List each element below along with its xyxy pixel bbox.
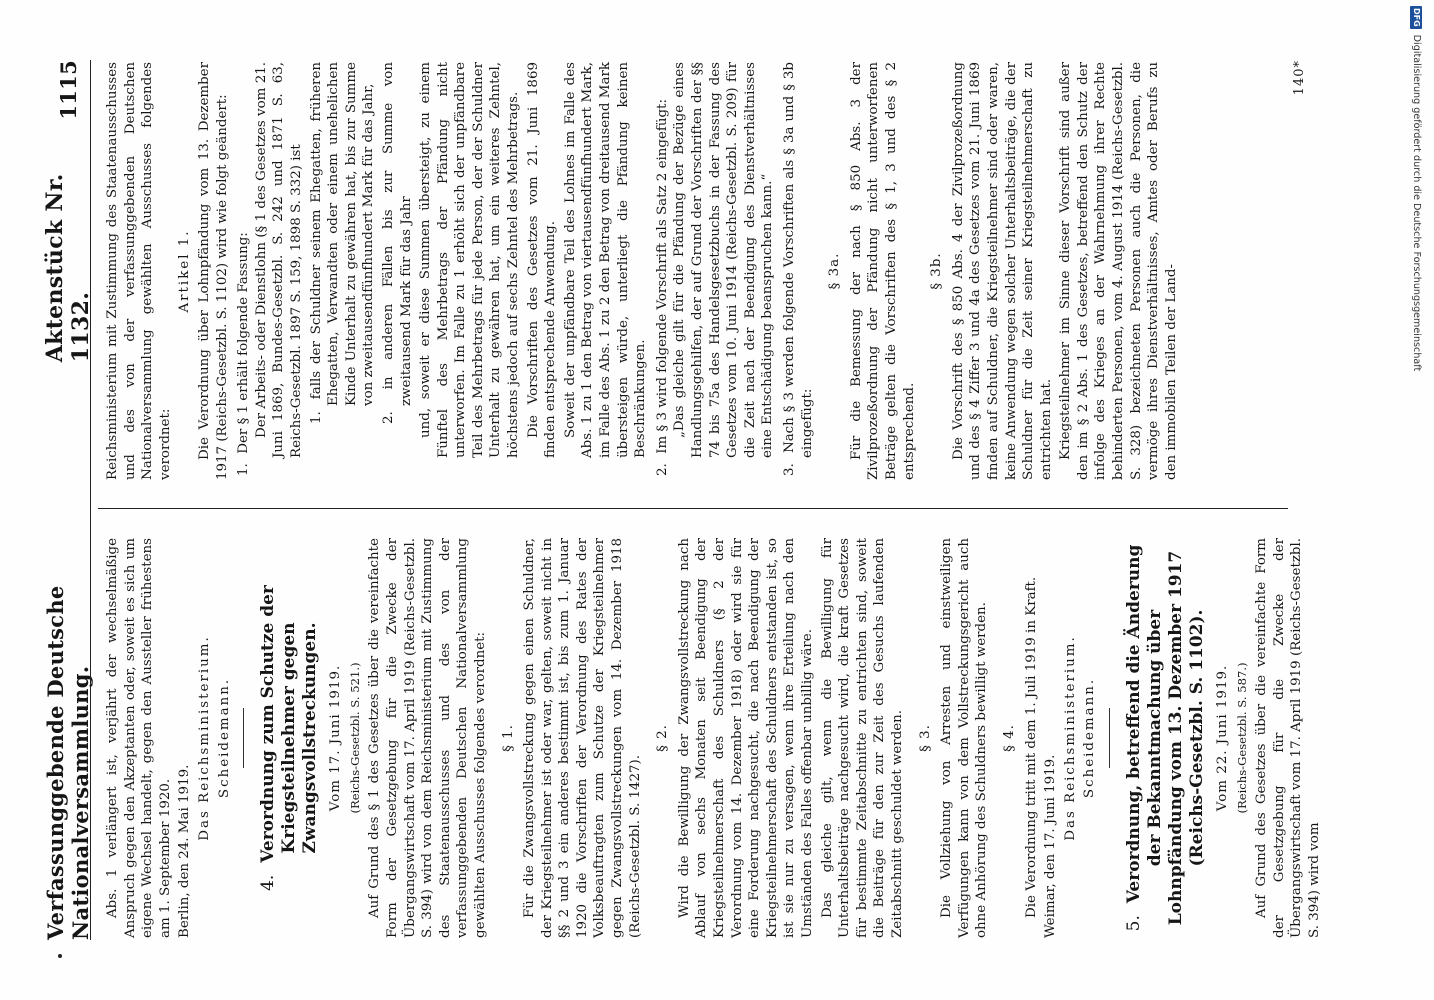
intro-paragraph: Abs. 1 verlängert ist, verjährt der wechselmäßige Anspruch gegen den Akzeptanten oder, soweit es sich um eigene Wechsel handelt, gegen den Aussteller frühestens am 1. September 1920. (105, 538, 173, 938)
paragraph-text: Die Vorschrift des § 850 Abs. 4 der Zivilprozeßordnung und des § 4 Ziffer 3 und 4a des Gesetzes vom 21. Juni 1869 finden auf Schuldner, die Kriegsteilnehmer sind oder waren, keine Anwendung wegen solcher Unterhaltsbeiträge, die der Schuldner für die Zeit seiner Kriegsteilnehmerschaft zu entrichten hat. (950, 62, 1054, 480)
paragraph-label: § 2. (655, 724, 671, 752)
dfg-logo: DFG (1412, 8, 1421, 27)
section-date: Vom 22. Juni 1919. (1214, 664, 1230, 812)
place-date: Berlin, den 24. Mai 1919. (177, 764, 193, 938)
item-number: 2. (380, 411, 396, 424)
sub-list-item (380, 62, 415, 428)
paragraph-text: Die Verordnung tritt mit dem 1. Juli 1919 in Kraft. (1023, 576, 1039, 918)
item-text: falls der Schuldner seinem Ehegatten, früheren Ehegatten, Verwandten oder einem unehelichen Kinde Unterhalt zu gewähren hat, bis zur Summe von zweitausendfünfhundert Mark für das Jahr, (308, 62, 377, 406)
signature: Scheidemann. (1082, 677, 1098, 799)
quoted-text: „Das gleiche gilt für die Pfändung der Bezüge eines Handlungsgehilfen, der auf Grund der Vorschriften der §§ 74 bis 75a des Handelsgesetzbuchs in der Fassung des Gesetzes vom 10. Juni 1914 (Reichs-Gesetzbl. S. 209) für die Zeit nach der Beendigung des Dienstverhältnisses eine Entschädigung beanspruchen kann.“ (672, 62, 776, 458)
watermark-text: Digitalisierung gefördert durch die Deutsche Forschungsgemeinschaft (1411, 34, 1422, 372)
list-item (781, 62, 816, 480)
paragraph-label: § 3b. (929, 252, 945, 290)
header-rule (90, 60, 91, 940)
preamble: Auf Grund des Gesetzes über die vereinfachte Form der Gesetzgebung für die Zwecke der Übergangswirtschaft vom 17. April 1919 (Reichs-Gesetzbl. S. 394) wird vom (1254, 538, 1322, 938)
amendment-list (235, 62, 816, 480)
place-date: Weimar, den 17. Juni 1919. (1043, 754, 1059, 938)
paragraph-text: Die Vollziehung von Arresten und einstweiligen Verfügungen kann von dem Vollstreckungsgericht auch ohne Anhörung des Schuldners bewilligt werden. (939, 538, 990, 938)
scan-speck (58, 954, 62, 958)
signature: Scheidemann. (216, 677, 232, 799)
list-item (654, 62, 777, 480)
paragraph-text: Soweit der unpfändbare Teil des Lohnes im Falle des Abs. 1 zu 1 den Betrag von viertausendfünfhundert Mark, im Falle des Abs. 1 zu 2 den Betrag von dreitausend Mark übersteigen würde, unterliegt die Pfändung keinen Beschränkungen. (562, 62, 649, 458)
paragraph-text: Kriegsteilnehmer im Sinne dieser Vorschrift sind außer den im § 2 Abs. 1 des Gesetzes, betreffend den Schutz der infolge des Krieges an der Wahrnehmung ihrer Rechte behinderten Personen, vom 4. August 1914 (Reichs-Gesetzbl. S. 328) bezeichneten Personen auch die Personen, die vermöge ihres Dienstverhältnisses, Amtes oder Berufs zu den immobilen Teilen der Land- (1058, 62, 1179, 480)
ministry-label: Das Reichsministerium. (1062, 635, 1078, 841)
signature-mark: 140* (1292, 60, 1307, 96)
header-center: Aktenstück Nr. 1132. (42, 173, 94, 363)
header-left: Verfassunggebende Deutsche Nationalversammlung. (43, 585, 93, 940)
right-column (104, 62, 1284, 480)
list-item (235, 62, 650, 480)
item-number: 2. (654, 463, 670, 476)
paragraph-text: Die Vorschriften des Gesetzes vom 21. Juni 1869 finden entsprechende Anwendung. (525, 62, 559, 458)
paragraph-text: Wird die Bewilligung der Zwangsvollstreckung nach Ablauf von sechs Monaten seit Beendigung der Kriegsteilnehmerschaft des Schuldners (§ 2 der Verordnung vom 14. Dezember 1918) oder wird sie für eine Forderung nachgesucht, die nach Beendigung der Kriegsteilnehmerschaft des Schuldners entstanden ist, so ist sie nur zu versagen, wenn ihre Erteilung nach den Umständen des Falles offenbar unbillig wäre. (676, 538, 815, 938)
section-title: Verordnung zum Schutze der Kriegsteilnehmer gegen Zwangsvollstreckungen. (258, 585, 321, 863)
item-number: 3. (781, 463, 797, 476)
item-text: Nach § 3 werden folgende Vorschriften als § 3a und § 3b eingefügt: (781, 62, 815, 458)
sub-list (308, 62, 416, 428)
section-number: 5. (1123, 915, 1144, 932)
paragraph-text: und, soweit er diese Summen übersteigt, zu einem Fünftel des Mehrbetrags der Pfändung nicht unterworfen. Im Falle zu 1 erhöht sich der unpfändbare Teil des Mehrbetrags für jede Person, der der Schuldner Unterhalt zu gewähren hat, um ein weiteres Zehntel, höchstens jedoch auf sechs Zehntel des Mehrbetrags. (418, 62, 522, 458)
section-number: 4. (258, 874, 279, 891)
paragraph-label: § 4. (1001, 724, 1017, 752)
paragraph-text: Das gleiche gilt, wenn die Bewilligung für Unterhaltsbeiträge nachgesucht wird, die kraft Gesetzes für bestimmte Zeitabschnitte zu entrichten sind, soweit die Beiträge für den zur Zeit des Gesuchs laufenden Zeitabschnitt geschuldet werden. (819, 538, 905, 938)
section-date: Vom 17. Juni 1919. (328, 664, 344, 812)
column-divider (98, 508, 1288, 509)
section-5-heading (1124, 538, 1208, 938)
sub-list-item (308, 62, 378, 428)
left-column (104, 538, 1322, 938)
paragraph-label: § 3a. (827, 252, 843, 290)
article-label: Artikel 1. (177, 229, 193, 313)
item-number: 1. (308, 411, 324, 424)
paragraph-label: § 1. (500, 724, 516, 752)
preamble: Auf Grund des § 1 des Gesetzes über die vereinfachte Form der Gesetzgebung für die Zwecke der Übergangswirtschaft vom 17. April 1919 (Reichs-Gesetzbl. S. 394) wird von dem Reichsministerium mit Zustimmung des Staatenausschusses und des von der verfassunggebenden Deutschen Nationalversammlung gewählten Ausschusses folgendes verordnet: (367, 538, 488, 938)
section-title: Verordnung, betreffend die Änderung der Bekanntmachung über Lohnpfändung vom 13. Dezember 1917 (Reichs-Gesetzbl. S. 1102). (1123, 544, 1207, 926)
paragraph-text: Für die Bemessung der nach § 850 Abs. 3 der Zivilprozeßordnung der Pfändung nicht unterworfenen Beträge gelten die Vorschriften des § 1, 3 und des § 2 entsprechend. (848, 62, 917, 480)
item-text: Im § 3 wird folgende Vorschrift als Satz 2 eingefügt: (654, 99, 670, 454)
paragraph-label: § 3. (917, 724, 933, 752)
article-text: Die Verordnung über Lohnpfändung vom 13. Dezember 1917 (Reichs-Gesetzbl. S. 1102) wird wie folgt geändert: (196, 62, 230, 480)
divider (243, 708, 244, 768)
ministry-label: Das Reichsministerium. (196, 635, 212, 841)
intro-paragraph: Reichsministerium mit Zustimmung des Staatenausschusses und des von der verfassunggebenden Deutschen Nationalversammlung gewählten Ausschusses folgendes verordnet: (105, 62, 173, 480)
page-number: 1115 (55, 60, 81, 120)
section-reference: (Reichs-Gesetzbl. S. 521.) (347, 662, 362, 814)
quoted-text: Der Arbeits- oder Dienstlohn (§ 1 des Gesetzes vom 21. Juni 1869, Bundes-Gesetzbl. S. 242 und 1871 S. 63, Reichs-Gesetzbl. 1897 S. 159, 1898 S. 332) ist (253, 62, 304, 458)
item-number: 1. (236, 463, 252, 476)
item-text: Der § 1 erhält folgende Fassung: (236, 232, 252, 454)
divider (1109, 708, 1110, 768)
section-4-heading (258, 538, 321, 938)
item-text: in anderen Fällen bis zur Summe von zweitausend Mark für das Jahr (380, 62, 414, 406)
page-header (42, 60, 94, 940)
section-reference: (Reichs-Gesetzbl. S. 587.) (1234, 662, 1249, 814)
paragraph-text: Für die Zwangsvollstreckung gegen einen Schuldner, der Kriegsteilnehmer ist oder war, gelten, soweit nicht in §§ 2 und 3 ein anderes bestimmt ist, bis zum 1. Januar 1920 die Vorschriften der Verordnung des Rates der Volksbeauftragten zum Schutze der Kriegsteilnehmer gegen Zwangsvollstreckungen vom 14. Dezember 1918 (Reichs-Gesetzbl. S. 1427). (522, 538, 643, 938)
